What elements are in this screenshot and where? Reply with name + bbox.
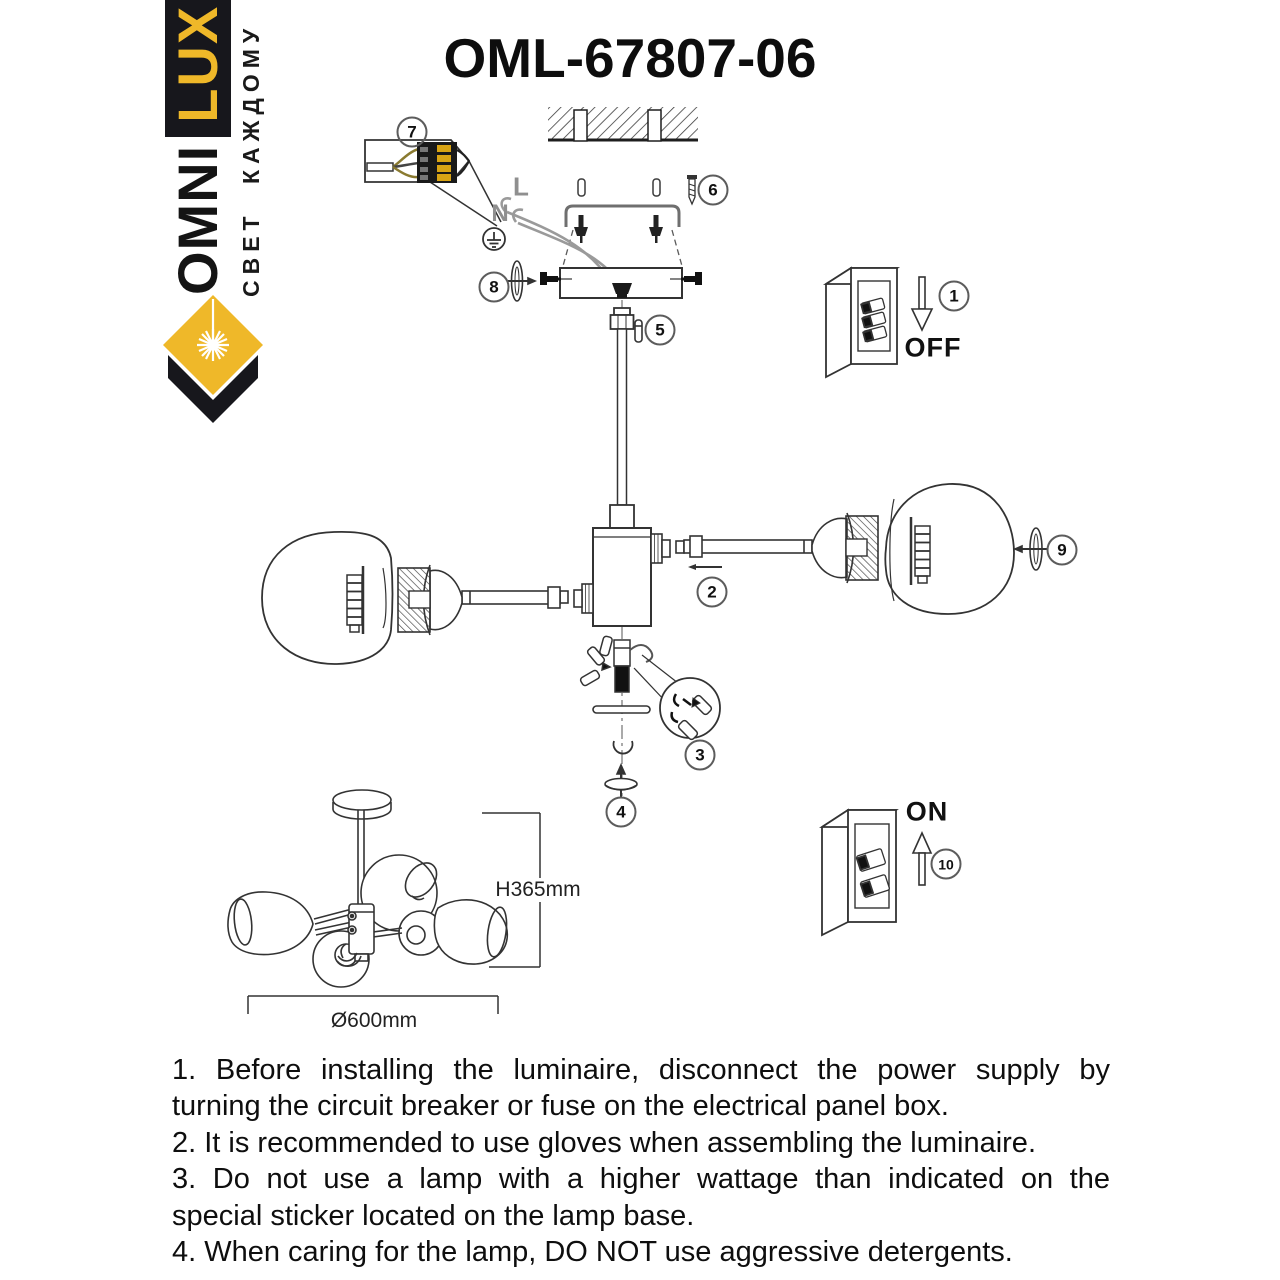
- bottom-cover-disc: [593, 706, 650, 713]
- bracket-screw-left: [574, 215, 588, 243]
- finial-4: [605, 765, 637, 797]
- left-arm: [398, 565, 593, 635]
- screw-6: [687, 175, 697, 204]
- assembled-lamp-drawing: [228, 790, 509, 987]
- switch-on-label: ON: [905, 796, 949, 827]
- instruction-line: 1. Before installing the luminaire, disconnect the power supply by: [172, 1054, 1110, 1086]
- canopy: [540, 268, 702, 298]
- right-shade: [885, 484, 1014, 614]
- callout-2: 2: [697, 577, 728, 608]
- instruction-line: special sticker located on the lamp base.: [172, 1199, 695, 1232]
- bracket-screw-right: [649, 215, 663, 243]
- brand-tagline: СВЕТ КАЖДОМУ: [238, 22, 264, 297]
- brand-omni-text: OMNI: [166, 144, 229, 295]
- terminal-block-callout: [365, 140, 501, 226]
- callout-3: 3: [685, 740, 716, 771]
- arrow-up-icon: [913, 833, 931, 885]
- arrow-down-icon: [912, 277, 932, 330]
- wire-label-neutral: N: [491, 200, 509, 227]
- finial-8: [508, 261, 535, 301]
- wire-connectors: [580, 636, 653, 692]
- instructions-block: [172, 1052, 1110, 1270]
- callout-7: 7: [397, 117, 428, 148]
- callout-9: 9: [1047, 535, 1078, 566]
- detail-leader-1: [642, 655, 678, 683]
- brand-lux-text: LUX: [165, 0, 231, 137]
- right-arm: [651, 513, 878, 583]
- connection-detail: [660, 678, 720, 741]
- switch-off-label: OFF: [904, 332, 962, 363]
- pin-5: [635, 320, 642, 342]
- rod-assembly: [610, 308, 634, 528]
- breaker-box-off: [826, 268, 897, 377]
- callout-6: 6: [698, 175, 729, 206]
- callout-4: 4: [606, 797, 637, 828]
- instruction-line: 2. It is recommended to use gloves when assembling the luminaire.: [172, 1126, 1036, 1159]
- direction-arrow-2: [688, 564, 722, 570]
- ground-symbol-icon: [483, 228, 505, 250]
- instruction-line: 4. When caring for the lamp, DO NOT use aggressive detergents.: [172, 1236, 1013, 1269]
- height-dimension-label: H365mm: [495, 878, 581, 901]
- wire-label-line: L: [513, 171, 529, 202]
- callout-5: 5: [645, 315, 676, 346]
- breaker-box-on: [822, 810, 896, 935]
- left-shade: [262, 532, 393, 664]
- callout-10: 10: [931, 849, 962, 880]
- instruction-line: turning the circuit breaker or fuse on the electrical panel box.: [172, 1090, 949, 1123]
- canopy-bolt-right: [681, 272, 702, 285]
- page-title: OML-67807-06: [443, 27, 817, 89]
- dome-knob: [614, 741, 633, 754]
- central-body: [593, 528, 651, 626]
- diameter-dimension-label: Ø600mm: [330, 1009, 418, 1032]
- instruction-line: 3. Do not use a lamp with a higher wattage than indicated on the: [172, 1163, 1110, 1196]
- callout-8: 8: [479, 272, 510, 303]
- ceiling-section: [548, 107, 698, 141]
- mounting-bracket: [563, 179, 682, 266]
- finial-9: [1015, 528, 1048, 570]
- canopy-bolt-left: [540, 272, 561, 285]
- callout-1: 1: [939, 281, 970, 312]
